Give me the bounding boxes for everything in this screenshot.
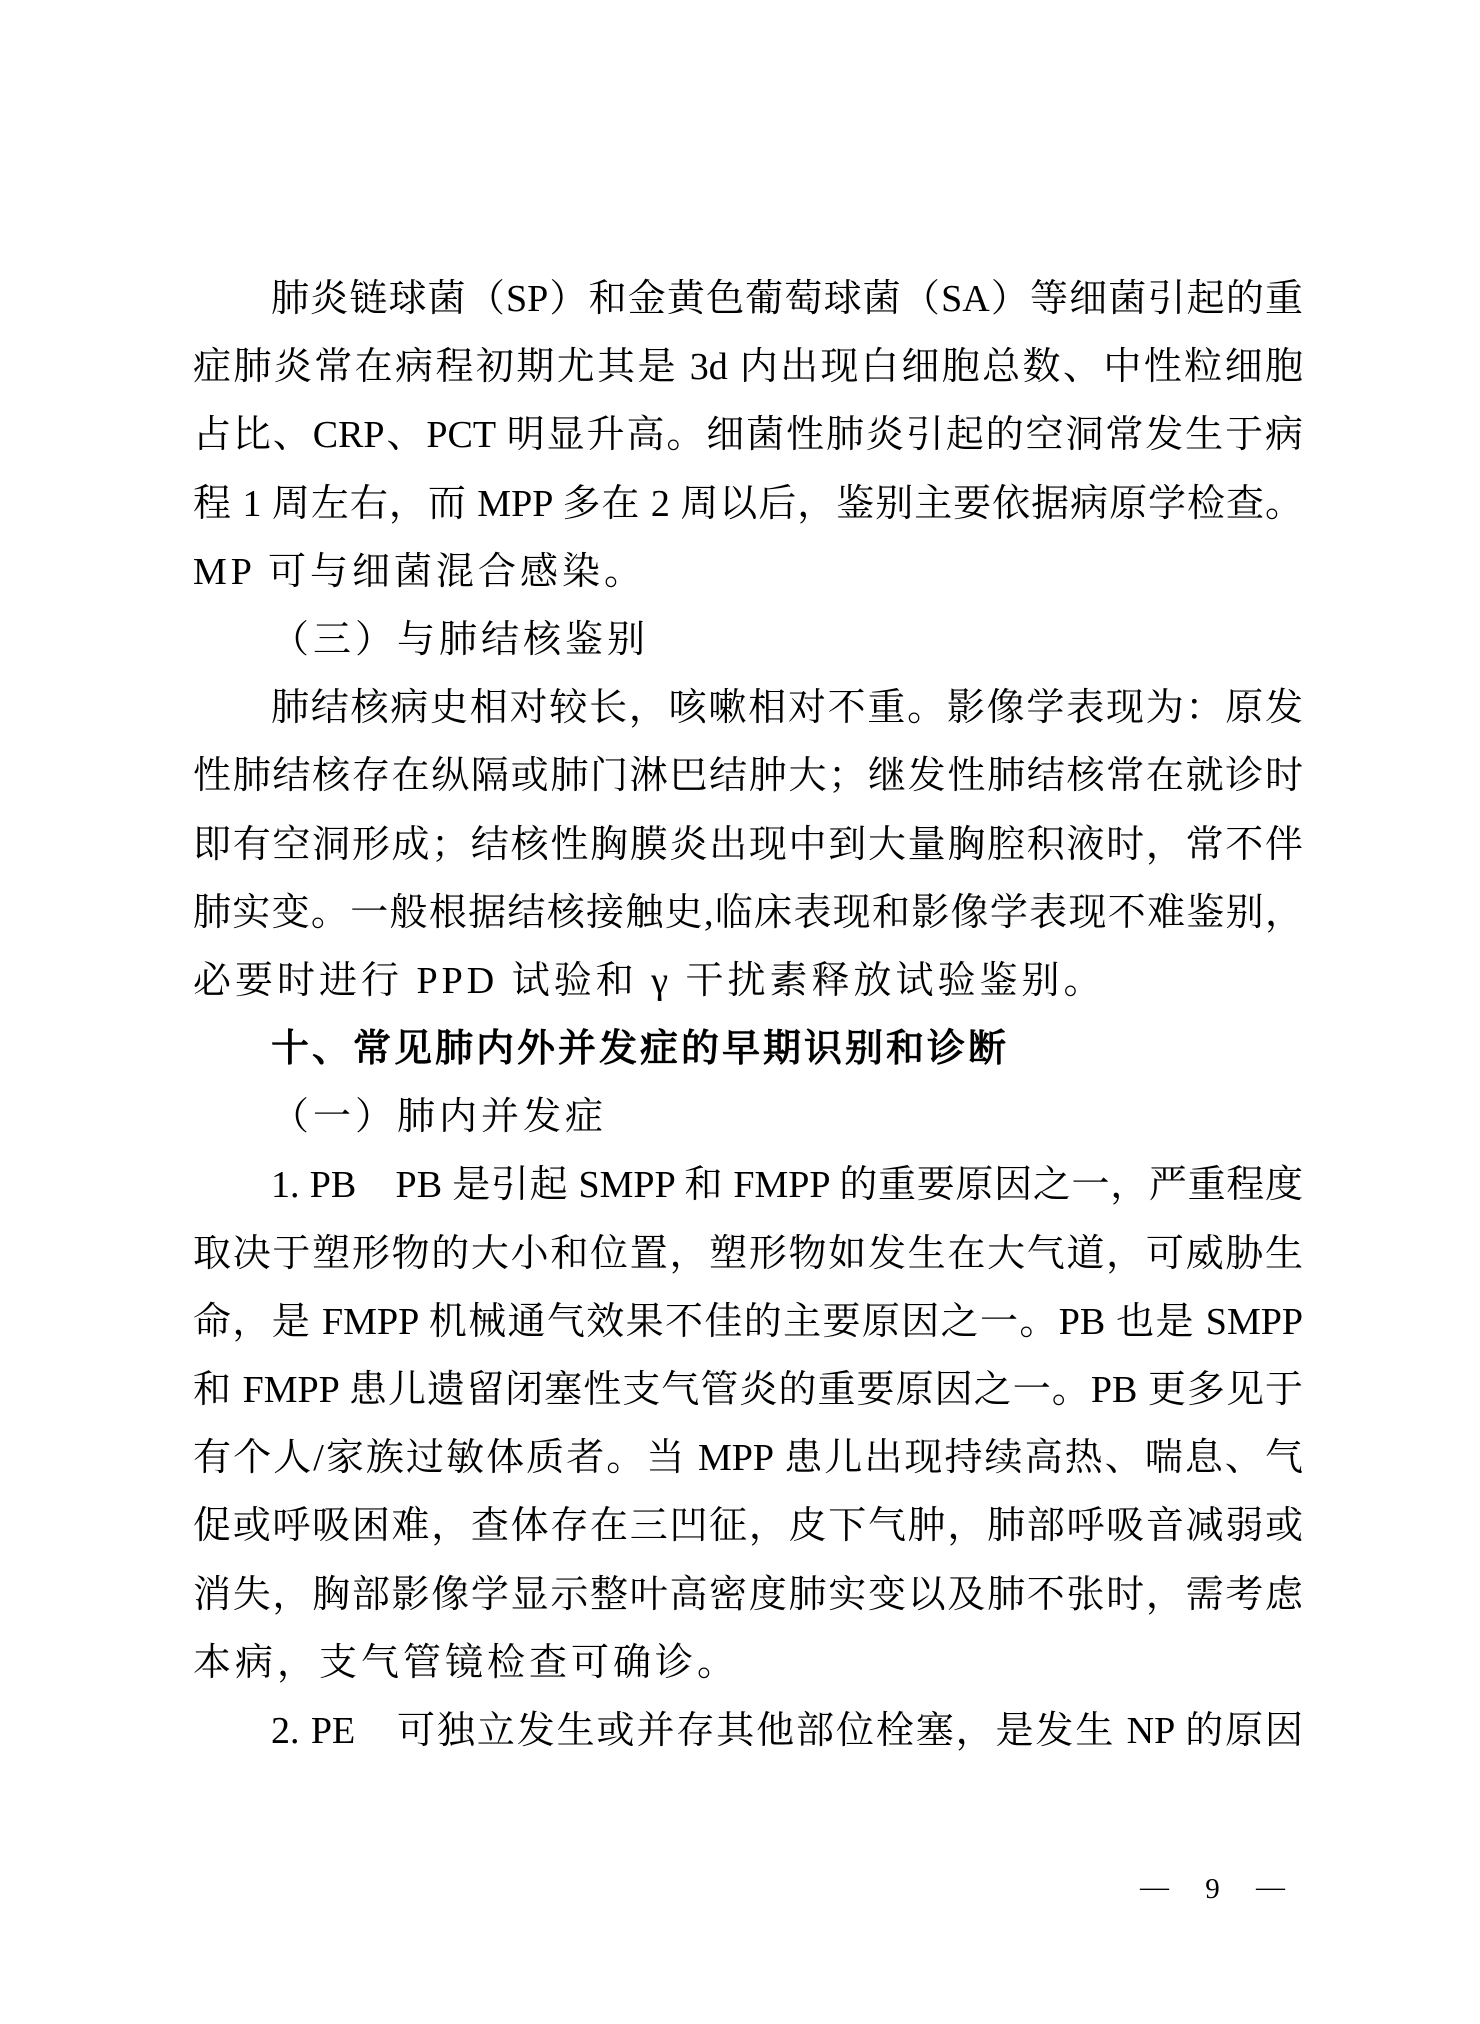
text-line: 命，是 FMPP 机械通气效果不佳的主要原因之一。PB 也是 SMPP bbox=[193, 1300, 1303, 1343]
text-line: 有个人/家族过敏体质者。当 MPP 患儿出现持续高热、喘息、气 bbox=[193, 1437, 1303, 1480]
text-line: 性肺结核存在纵隔或肺门淋巴结肿大；继发性肺结核常在就诊时 bbox=[193, 755, 1303, 798]
page-number: 9 bbox=[1205, 1872, 1220, 1905]
document-body bbox=[193, 265, 1303, 1765]
text-line: 消失，胸部影像学显示整叶高密度肺实变以及肺不张时，需考虑 bbox=[193, 1573, 1303, 1616]
text-line: 必要时进行 PPD 试验和 γ 干扰素释放试验鉴别。 bbox=[193, 959, 1106, 1002]
text-line: 取决于塑形物的大小和位置，塑形物如发生在大气道，可威胁生 bbox=[193, 1232, 1303, 1275]
text-line: 和 FMPP 患儿遗留闭塞性支气管炎的重要原因之一。PB 更多见于 bbox=[193, 1369, 1303, 1411]
text-line: 2. PE 可独立发生或并存其他部位栓塞，是发生 NP 的原因 bbox=[271, 1709, 1303, 1752]
footer-dash-left: — bbox=[1140, 1870, 1169, 1903]
text-line: 本病，支气管镜检查可确诊。 bbox=[193, 1641, 740, 1684]
text-line: 1. PB PB 是引起 SMPP 和 FMPP 的重要原因之一，严重程度 bbox=[271, 1164, 1303, 1207]
text-line: 肺炎链球菌（SP）和金黄色葡萄球菌（SA）等细菌引起的重 bbox=[271, 278, 1303, 320]
text-line: 促或呼吸困难，查体存在三凹征，皮下气肿，肺部呼吸音减弱或 bbox=[193, 1505, 1303, 1548]
text-line: 肺结核病史相对较长，咳嗽相对不重。影像学表现为：原发 bbox=[271, 687, 1303, 730]
text-line: 占比、CRP、PCT 明显升高。细菌性肺炎引起的空洞常发生于病 bbox=[193, 414, 1303, 457]
text-line: 即有空洞形成；结核性胸膜炎出现中到大量胸腔积液时，常不伴 bbox=[193, 823, 1303, 866]
text-line: （三）与肺结核鉴别 bbox=[271, 618, 650, 661]
section-heading-line: 十、常见肺内外并发症的早期识别和诊断 bbox=[271, 1028, 1010, 1071]
page-footer bbox=[1140, 1866, 1285, 1912]
text-line: 程 1 周左右，而 MPP 多在 2 周以后，鉴别主要依据病原学检查。 bbox=[193, 482, 1303, 525]
text-line: MP 可与细菌混合感染。 bbox=[193, 550, 647, 593]
text-line: 肺实变。一般根据结核接触史,临床表现和影像学表现不难鉴别， bbox=[193, 891, 1303, 934]
footer-dash-right: — bbox=[1256, 1870, 1285, 1903]
text-line: （一）肺内并发症 bbox=[271, 1096, 608, 1139]
text-line: 症肺炎常在病程初期尤其是 3d 内出现白细胞总数、中性粒细胞 bbox=[193, 346, 1303, 389]
